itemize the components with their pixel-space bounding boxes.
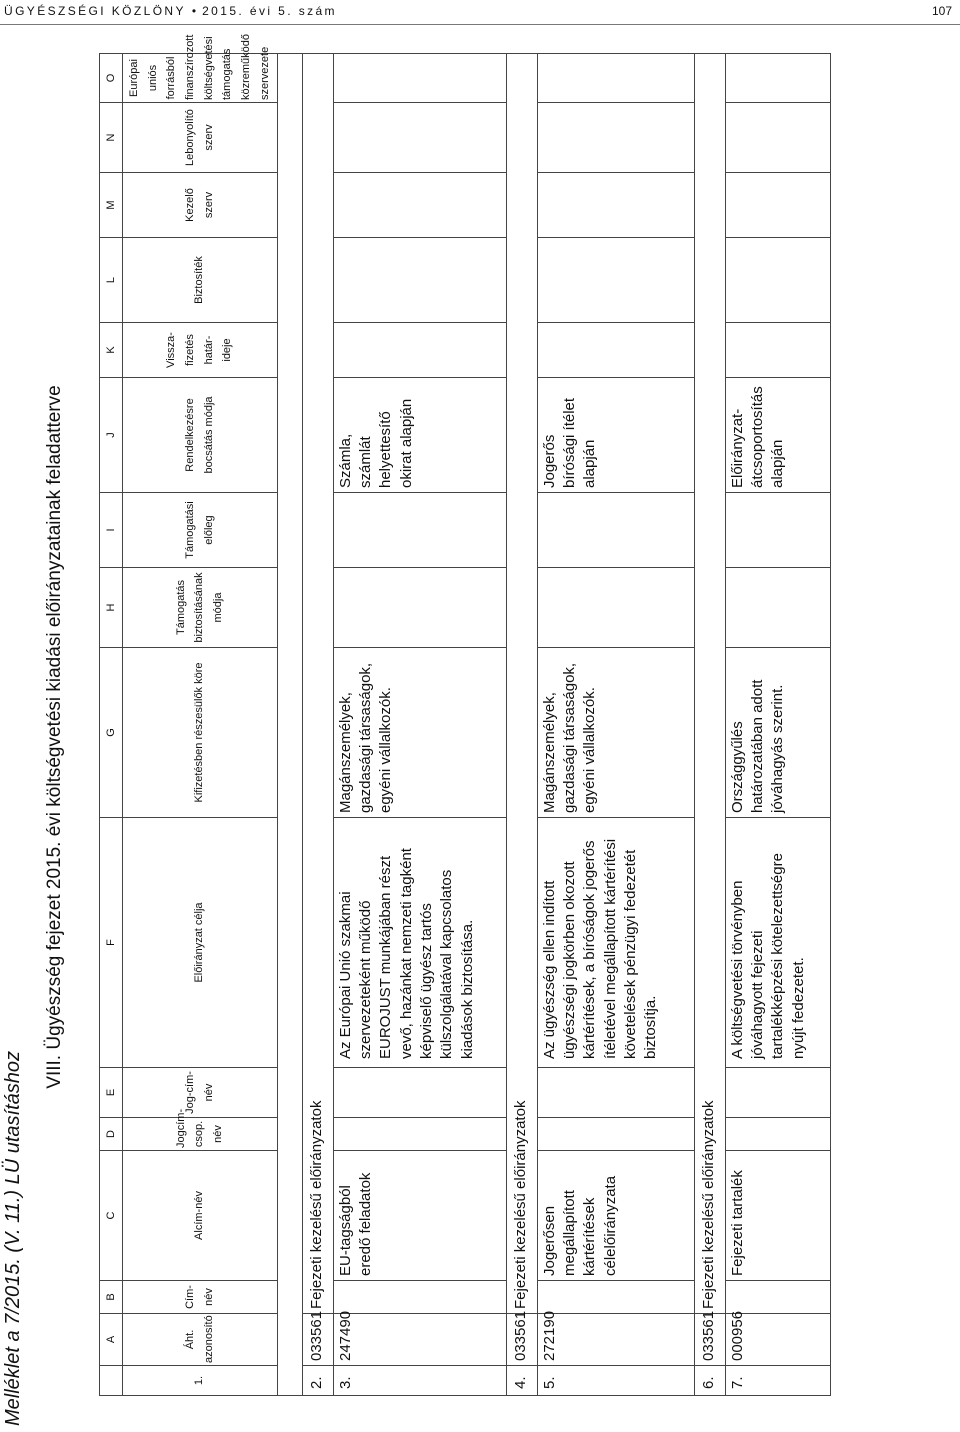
executing-body-cell	[333, 103, 506, 173]
row-number: 5.	[537, 1366, 694, 1396]
col-j-header: Rendelkezésre bocsátás módja	[123, 378, 278, 493]
table-row	[506, 54, 537, 1396]
letter-f: F	[100, 818, 123, 1068]
task-plan-table	[99, 33, 831, 1396]
cim-cell	[537, 1281, 694, 1314]
page-number: 107	[931, 4, 952, 18]
col-c-header: Alcím-név	[123, 1151, 278, 1281]
col-a-header: Áht. azonosító	[123, 1314, 278, 1366]
letter-g: G	[100, 648, 123, 818]
table-row	[302, 54, 333, 1396]
letter-c: C	[100, 1151, 123, 1281]
section-title: Fejezeti kezelésű előirányzatok	[302, 54, 333, 1314]
rotated-landscape-page	[0, 33, 960, 1432]
beneficiaries: Magánszemélyek, gazdasági társaságok, egyéni vállalkozók.	[537, 648, 694, 818]
running-head	[4, 4, 337, 18]
jogcim-cell	[537, 1068, 694, 1118]
letter-empty	[100, 1366, 123, 1396]
managing-body-cell	[537, 173, 694, 238]
row-number: 3.	[333, 1366, 506, 1396]
repayment-cell	[333, 323, 506, 378]
jogcim-csop-cell	[333, 1118, 506, 1151]
col-f-header: Előirányzat célja	[123, 818, 278, 1068]
table-row	[725, 54, 830, 1396]
row-number: 4.	[506, 1366, 537, 1396]
repayment-cell	[537, 323, 694, 378]
guarantee-cell	[333, 238, 506, 323]
letter-n: N	[100, 103, 123, 173]
column-header-row	[123, 54, 278, 1396]
col-g-header: Kifizetésben részesülők köre	[123, 648, 278, 818]
repayment-cell	[725, 323, 830, 378]
letter-i: I	[100, 493, 123, 568]
alcim-name: Jogerősen megállapított kártérítések célelőirányzata	[537, 1151, 694, 1281]
provision-method: Előirányzat-átcsoportosítás alapján	[725, 378, 830, 493]
support-method-cell	[333, 568, 506, 648]
eu-body-cell	[725, 54, 830, 103]
letter-e: E	[100, 1068, 123, 1118]
beneficiaries: Magánszemélyek, gazdasági társaságok, egyéni vállalkozók.	[333, 648, 506, 818]
beneficiaries: Országgyűlés határozatában adott jóváhagyás szerint.	[725, 648, 830, 818]
row-number: 6.	[694, 1366, 725, 1396]
col-d-header: Jogcím-csop. név	[123, 1118, 278, 1151]
support-method-cell	[725, 568, 830, 648]
col-h-header: Támogatás biztosításának módja	[123, 568, 278, 648]
managing-body-cell	[333, 173, 506, 238]
jogcim-cell	[333, 1068, 506, 1118]
advance-cell	[537, 493, 694, 568]
bullet-separator: •	[191, 4, 197, 18]
advance-cell	[725, 493, 830, 568]
aht-id: 033561	[506, 1314, 537, 1366]
jogcim-csop-cell	[537, 1118, 694, 1151]
letter-m: M	[100, 173, 123, 238]
executing-body-cell	[725, 103, 830, 173]
col-m-header: Kezelő szerv	[123, 173, 278, 238]
jogcim-cell	[725, 1068, 830, 1118]
letter-b: B	[100, 1281, 123, 1314]
journal-title: ÜGYÉSZSÉGI KÖZLÖNY	[4, 4, 186, 18]
col-o-header: Európai uniós forrásból finanszírozott költségvetési támogatás közreműködő szervezete	[123, 54, 278, 103]
guarantee-cell	[537, 238, 694, 323]
alcim-name: EU-tagságból eredő feladatok	[333, 1151, 506, 1281]
letter-o: O	[100, 54, 123, 103]
section-title: Fejezeti kezelésű előirányzatok	[506, 54, 537, 1314]
alcim-name: Fejezeti tartalék	[725, 1151, 830, 1281]
aht-id: 033561	[694, 1314, 725, 1366]
spacer-cell	[277, 54, 302, 1396]
table-row	[333, 54, 506, 1396]
eu-body-cell	[333, 54, 506, 103]
issue-label: 2015. évi 5. szám	[202, 4, 337, 18]
advance-cell	[333, 493, 506, 568]
column-letter-row	[100, 54, 123, 1396]
jogcim-csop-cell	[725, 1118, 830, 1151]
aht-id: 000956	[725, 1314, 830, 1366]
col-i-header: Támogatási előleg	[123, 493, 278, 568]
letter-h: H	[100, 568, 123, 648]
appropriation-purpose: Az ügyészség ellen indított ügyészségi jogkörben okozott kártérítések, a bíróságok jogerős ítéletével megállapított kártérítési követelések pénzügyi fedezetét biztosítja.	[537, 818, 694, 1068]
appropriation-purpose: A költségvetési törvényben jóváhagyott fejezeti tartalékképzési kötelezettségre nyújt fedezetet.	[725, 818, 830, 1068]
letter-l: L	[100, 238, 123, 323]
letter-d: D	[100, 1118, 123, 1151]
executing-body-cell	[537, 103, 694, 173]
col-l-header: Biztosíték	[123, 238, 278, 323]
col-e-header: Jog-cím-név	[123, 1068, 278, 1118]
page-header	[0, 0, 960, 25]
col-k-header: Vissza-fizetés határ-ideje	[123, 323, 278, 378]
row-number: 2.	[302, 1366, 333, 1396]
table-row	[537, 54, 694, 1396]
aht-id: 272190	[537, 1314, 694, 1366]
row-number: 7.	[725, 1366, 830, 1396]
provision-method: Jogerős bírósági ítélet alapján	[537, 378, 694, 493]
aht-id: 247490	[333, 1314, 506, 1366]
guarantee-cell	[725, 238, 830, 323]
provision-method: Számla, számlát helyettesítő okirat alapján	[333, 378, 506, 493]
aht-id: 033561	[302, 1314, 333, 1366]
managing-body-cell	[725, 173, 830, 238]
appropriation-purpose: Az Európai Unió szakmai szervezeteként működő EUROJUST munkájában részt vevő, hazánkat nemzeti tagként képviselő ügyész tartós külszolgálatával kapcsolatos kiadások biztosítása.	[333, 818, 506, 1068]
support-method-cell	[537, 568, 694, 648]
spacer-row	[277, 54, 302, 1396]
col-n-header: Lebonyolító szerv	[123, 103, 278, 173]
cim-cell	[725, 1281, 830, 1314]
letter-k: K	[100, 323, 123, 378]
row-number-header: 1.	[123, 1366, 278, 1396]
letter-j: J	[100, 378, 123, 493]
eu-body-cell	[537, 54, 694, 103]
annex-label: Melléklet a 7/2015. (V. 11.) LÜ utasításhoz	[2, 1050, 24, 1426]
cim-cell	[333, 1281, 506, 1314]
col-b-header: Cím-név	[123, 1281, 278, 1314]
section-title: Fejezeti kezelésű előirányzatok	[694, 54, 725, 1314]
chapter-title: VIII. Ügyészség fejezet 2015. évi költségvetési kiadási előirányzatainak feladatterve	[44, 385, 65, 1089]
table-row	[694, 54, 725, 1396]
letter-a: A	[100, 1314, 123, 1366]
